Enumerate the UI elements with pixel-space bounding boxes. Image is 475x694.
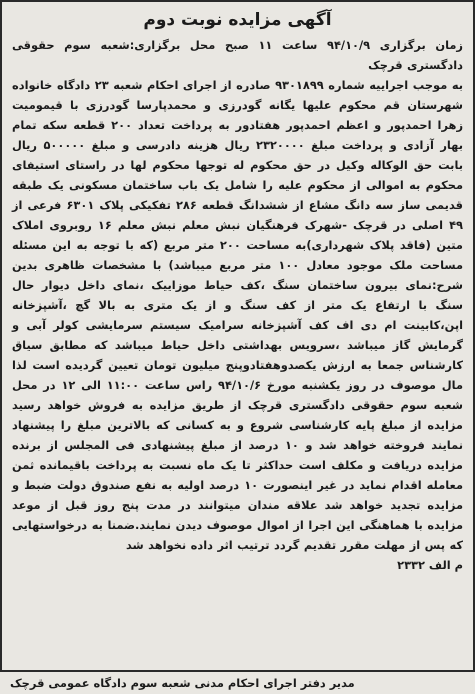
notice-footer [0, 670, 475, 694]
notice-signature: مدیر دفتر اجرای احکام مدنی شعبه سوم دادگاه عمومی قرچک [10, 676, 355, 690]
notice-reference-number: م الف ۲۳۳۲ [397, 558, 463, 572]
notice-details-paragraph: به موجب اجراییه شماره ۹۳۰۱۸۹۹ صادره از اجرای احکام شعبه ۲۳ دادگاه خانواده شهرستان قم محکوم علیها یگانه گودرزی و محمدپارسا گودرزی با قیمومیت زهرا احمدپور و اعظم احمدپور هفتادور به پرداخت تعداد ۲۰۰ قطعه سکه تمام بهار آزادی و پرداخت مبلغ ۲۳۲۰۰۰۰ ریال هزینه دادرسی و مبلغ ۵۰۰۰۰۰ ریال بابت حق الوکاله وکیل در حق محکوم له توجها محکوم لها در راستای استیفای محکوم به اموالی از محکوم علیه را شامل یک باب ساختمان مسکونی یک طبقه قدیمی ساز سه دانگ مشاع از ششدانگ قطعه ۲۸۶ تفکیکی پلاک ۶۳۰۱ فرعی از ۴۹ اصلی در قرچک -شهرک فرهنگیان نبش معلم نبش معلم ۱۶ روبروی املاک متین (فاقد پلاک شهرداری)به مساحت ۲۰۰ متر مربع (که با توجه به این مسئله مساحت ملک موجود معادل ۱۰۰ متر مربع میباشد) با مشخصات ظاهری بدین شرح:نمای بیرون ساختمان سنگ ،کف حیاط موزاییک ،نمای داخل دیوار حال سنگ با ارتفاع یک متر از کف سنگ و از یک متری به بالا گچ ،آشپزخانه اپن،کابینت ام دی اف کف آشپزخانه سرامیک سیستم سرمایشی کولر آبی و گرمایش گاز میباشد ،سرویس بهداشتی داخل حیاط میباشد که مطابق سیاق کارشناس جمعا به ارزش یکصدوهفتادوپنج میلیون تومان تعیین گردیده است لذا مال موصوف در روز یکشنبه مورخ ۹۴/۱۰/۶ راس ساعت ۱۱:۰۰ الی ۱۲ در محل شعبه سوم حقوقی دادگستری قرچک از طریق مزایده به فروش خواهد رسید مزایده از مبلغ پایه کارشناسی شروع و به کسانی که بالاترین مبلغ را پیشنهاد نمایند فروخته خواهد شد و ۱۰ درصد از مبلغ پیشنهادی فی المجلس از برنده مزایده دریافت و مکلف است حداکثر تا یک ماه نسبت به پرداخت باقیمانده ثمن معامله اقدام نماید در غیر اینصورت ۱۰ درصد اولیه به نفع صندوق دولت ضبط و مزایده تجدید خواهد شد علاقه مندان میتوانند در مدت پنج روز قبل از موعد مزایده با هماهنگی این اجرا از اموال موصوف دیدن نمایند.ضمنا به درخواستهایی که پس از مهلت مقرر تقدیم گردد ترتیب اثر داده نخواهد شد [12, 78, 464, 552]
notice-body [12, 35, 463, 555]
notice-title: آگهی مزایده نوبت دوم [143, 10, 332, 30]
notice-schedule-paragraph: زمان برگزاری ۹۴/۱۰/۹ ساعت ۱۱ صبح محل برگزاری:شعبه سوم حقوقی دادگستری قرچک [12, 38, 463, 72]
